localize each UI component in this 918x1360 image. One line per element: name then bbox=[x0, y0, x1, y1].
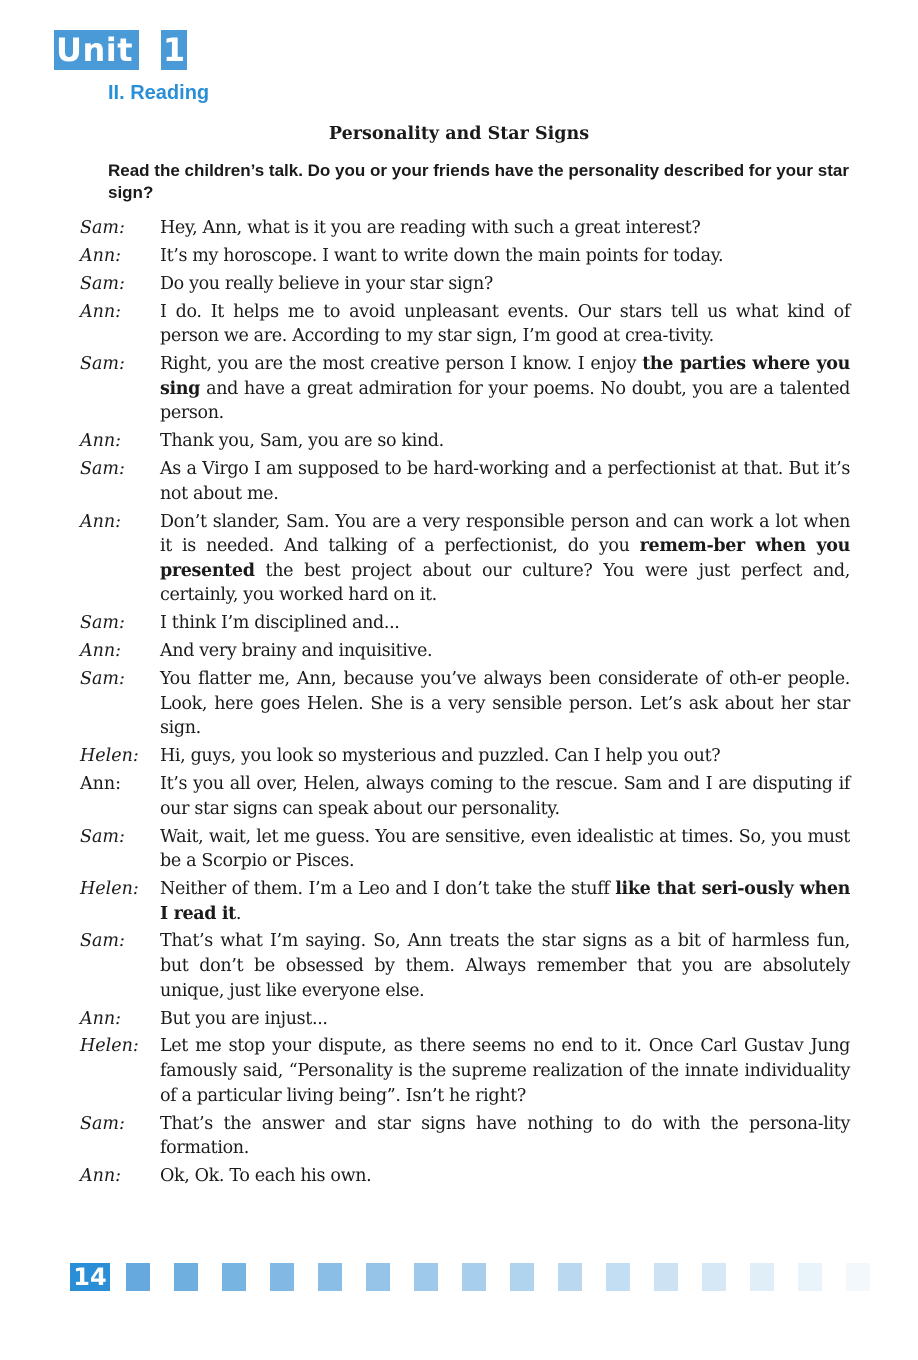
dialogue-text bbox=[160, 929, 850, 1003]
decorative-square bbox=[270, 1263, 294, 1291]
speaker-name: Sam: bbox=[80, 273, 125, 294]
speaker-name: Ann: bbox=[80, 1008, 122, 1029]
dialogue-text bbox=[160, 352, 850, 426]
dialogue-line bbox=[80, 352, 850, 426]
dialogue-line bbox=[80, 744, 850, 769]
speaker-name: Ann: bbox=[80, 511, 122, 532]
dialogue-line bbox=[80, 877, 850, 926]
speaker-name: Ann: bbox=[80, 774, 122, 795]
dialogue-text bbox=[160, 639, 850, 664]
text-segment: That’s the answer and star signs have nothing to do with the persona-lity formation. bbox=[160, 1113, 850, 1159]
text-segment: Wait, wait, let me guess. You are sensitive, even idealistic at times. So, you must be a Scorpio or Pisces. bbox=[160, 826, 850, 872]
speaker-name: Helen: bbox=[80, 879, 139, 899]
decorative-square bbox=[174, 1263, 198, 1291]
page-number: 14 bbox=[70, 1263, 110, 1291]
text-segment: and have a great admiration for your poems. No doubt, you are a talented person. bbox=[160, 378, 850, 424]
speaker-name: Sam: bbox=[80, 613, 125, 634]
text-segment: the best project about our culture? You were just perfect and, certainly, you worked hard on it. bbox=[160, 560, 850, 606]
decorative-square bbox=[414, 1263, 438, 1291]
dialogue-text bbox=[160, 1112, 850, 1161]
dialogue-line bbox=[80, 611, 850, 636]
text-segment: . bbox=[235, 903, 242, 924]
dialogue-line bbox=[80, 216, 850, 241]
text-segment: Don’t slander, Sam. You are a very responsible person and can work a lot when it is needed. And talking of a perfectionist, do you bbox=[160, 511, 850, 557]
text-segment: Neither of them. I’m a Leo and I don’t take the stuff bbox=[160, 879, 616, 899]
speaker-name: Ann: bbox=[80, 1166, 122, 1187]
speaker-name: Sam: bbox=[80, 1113, 125, 1134]
dialogue-text bbox=[160, 216, 850, 241]
dialogue-text bbox=[160, 877, 850, 926]
text-segment: You flatter me, Ann, because you’ve always been considerate of oth-er people. Look, here goes Helen. She is a very sensible person. Let’s ask about her star sign. bbox=[160, 669, 850, 739]
decorative-square bbox=[222, 1263, 246, 1291]
task-instruction: Read the children’s talk. Do you or your friends have the personality described for your star sign? bbox=[108, 161, 849, 202]
text-segment: Thank you, Sam, you are so kind. bbox=[160, 431, 444, 452]
speaker-name: Ann: bbox=[80, 245, 122, 266]
text-segment: It’s my horoscope. I want to write down the main points for today. bbox=[160, 245, 724, 266]
dialogue-text bbox=[160, 611, 850, 636]
speaker-name: Ann: bbox=[80, 641, 122, 662]
page-footer bbox=[70, 1262, 894, 1292]
bold-phrase: like that seri-ously when I read it bbox=[160, 879, 850, 924]
dialogue-line bbox=[80, 1112, 850, 1161]
dialogue-text bbox=[160, 1034, 850, 1108]
dialogue-text bbox=[160, 772, 850, 821]
text-segment: As a Virgo I am supposed to be hard-working and a perfectionist at that. But it’s not about me. bbox=[160, 459, 850, 504]
dialogue-text bbox=[160, 1164, 850, 1189]
text-segment: I think I’m disciplined and... bbox=[160, 613, 400, 634]
dialogue-line bbox=[80, 1007, 850, 1032]
speaker-name: Sam: bbox=[80, 354, 125, 375]
unit-badge bbox=[54, 30, 187, 70]
speaker-name: Sam: bbox=[80, 826, 125, 847]
dialogue-line bbox=[80, 457, 850, 506]
decorative-square bbox=[750, 1263, 774, 1291]
text-segment: But you are injust... bbox=[160, 1008, 328, 1029]
decorative-square bbox=[510, 1263, 534, 1291]
text-segment: Hi, guys, you look so mysterious and puzzled. Can I help you out? bbox=[160, 746, 721, 767]
dialogue-line bbox=[80, 272, 850, 297]
dialogue-text bbox=[160, 244, 850, 269]
dialogue-line bbox=[80, 300, 850, 349]
text-segment: Hey, Ann, what is it you are reading with such a great interest? bbox=[160, 218, 701, 238]
dialogue-text bbox=[160, 825, 850, 874]
bold-phrase: remem-ber when you presented bbox=[160, 536, 850, 581]
dialogue-text bbox=[160, 272, 850, 297]
dialogue-line bbox=[80, 667, 850, 741]
decorative-square bbox=[318, 1263, 342, 1291]
speaker-name: Ann: bbox=[80, 431, 122, 452]
speaker-name: Sam: bbox=[80, 669, 125, 690]
speaker-name: Sam: bbox=[80, 218, 125, 238]
text-segment: That’s what I’m saying. So, Ann treats the star signs as a bit of harmless fun, but don’t be obsessed by them. Always remember that you are absolutely unique, just like everyone else. bbox=[160, 931, 850, 1001]
decorative-square bbox=[366, 1263, 390, 1291]
dialogue-text bbox=[160, 429, 850, 454]
bold-phrase: the parties where you sing bbox=[160, 354, 850, 399]
text-segment: I do. It helps me to avoid unpleasant events. Our stars tell us what kind of person we are. According to my star sign, I’m good at crea-tivity. bbox=[160, 301, 850, 347]
decorative-square bbox=[702, 1263, 726, 1291]
decorative-square bbox=[606, 1263, 630, 1291]
dialogue-text bbox=[160, 510, 850, 608]
dialogue-text bbox=[160, 300, 850, 349]
decorative-square bbox=[126, 1263, 150, 1291]
dialogue-line bbox=[80, 772, 850, 821]
page-title: Personality and Star Signs bbox=[328, 124, 590, 144]
dialogue-line bbox=[80, 639, 850, 664]
dialogue-line bbox=[80, 429, 850, 454]
section-heading: II. Reading bbox=[108, 82, 210, 104]
dialogue-line bbox=[80, 244, 850, 269]
dialogue-line bbox=[80, 929, 850, 1003]
dialogue-text bbox=[160, 457, 850, 506]
speaker-name: Helen: bbox=[80, 746, 139, 767]
dialogue-line bbox=[80, 825, 850, 874]
speaker-name: Sam: bbox=[80, 459, 125, 480]
decorative-square bbox=[558, 1263, 582, 1291]
unit-number: 1 bbox=[162, 31, 186, 69]
dialogue-line bbox=[80, 1034, 850, 1108]
decorative-square bbox=[654, 1263, 678, 1291]
speaker-name: Helen: bbox=[80, 1036, 139, 1057]
text-segment: Right, you are the most creative person I know. I enjoy bbox=[160, 354, 643, 375]
decorative-square bbox=[846, 1263, 870, 1291]
dialogue-text bbox=[160, 667, 850, 741]
dialogue-line bbox=[80, 1164, 850, 1189]
dialogue-text bbox=[160, 1007, 850, 1032]
unit-label: Unit bbox=[54, 30, 139, 70]
speaker-name: Sam: bbox=[80, 931, 125, 952]
text-segment: And very brainy and inquisitive. bbox=[160, 641, 433, 662]
dialogue bbox=[80, 216, 850, 1192]
dialogue-text bbox=[160, 744, 850, 769]
decorative-squares bbox=[126, 1263, 894, 1291]
decorative-square bbox=[798, 1263, 822, 1291]
text-segment: Let me stop your dispute, as there seems no end to it. Once Carl Gustav Jung famously said, “Personality is the supreme realization of the innate individuality of a particular living being”. Isn’t he right? bbox=[160, 1036, 850, 1106]
speaker-name: Ann: bbox=[80, 301, 122, 322]
decorative-square bbox=[462, 1263, 486, 1291]
text-segment: It’s you all over, Helen, always coming to the rescue. Sam and I are disputing if our star signs can speak about our personality. bbox=[160, 774, 850, 819]
dialogue-line bbox=[80, 510, 850, 608]
text-segment: Do you really believe in your star sign? bbox=[160, 273, 493, 294]
text-segment: Ok, Ok. To each his own. bbox=[160, 1166, 372, 1187]
